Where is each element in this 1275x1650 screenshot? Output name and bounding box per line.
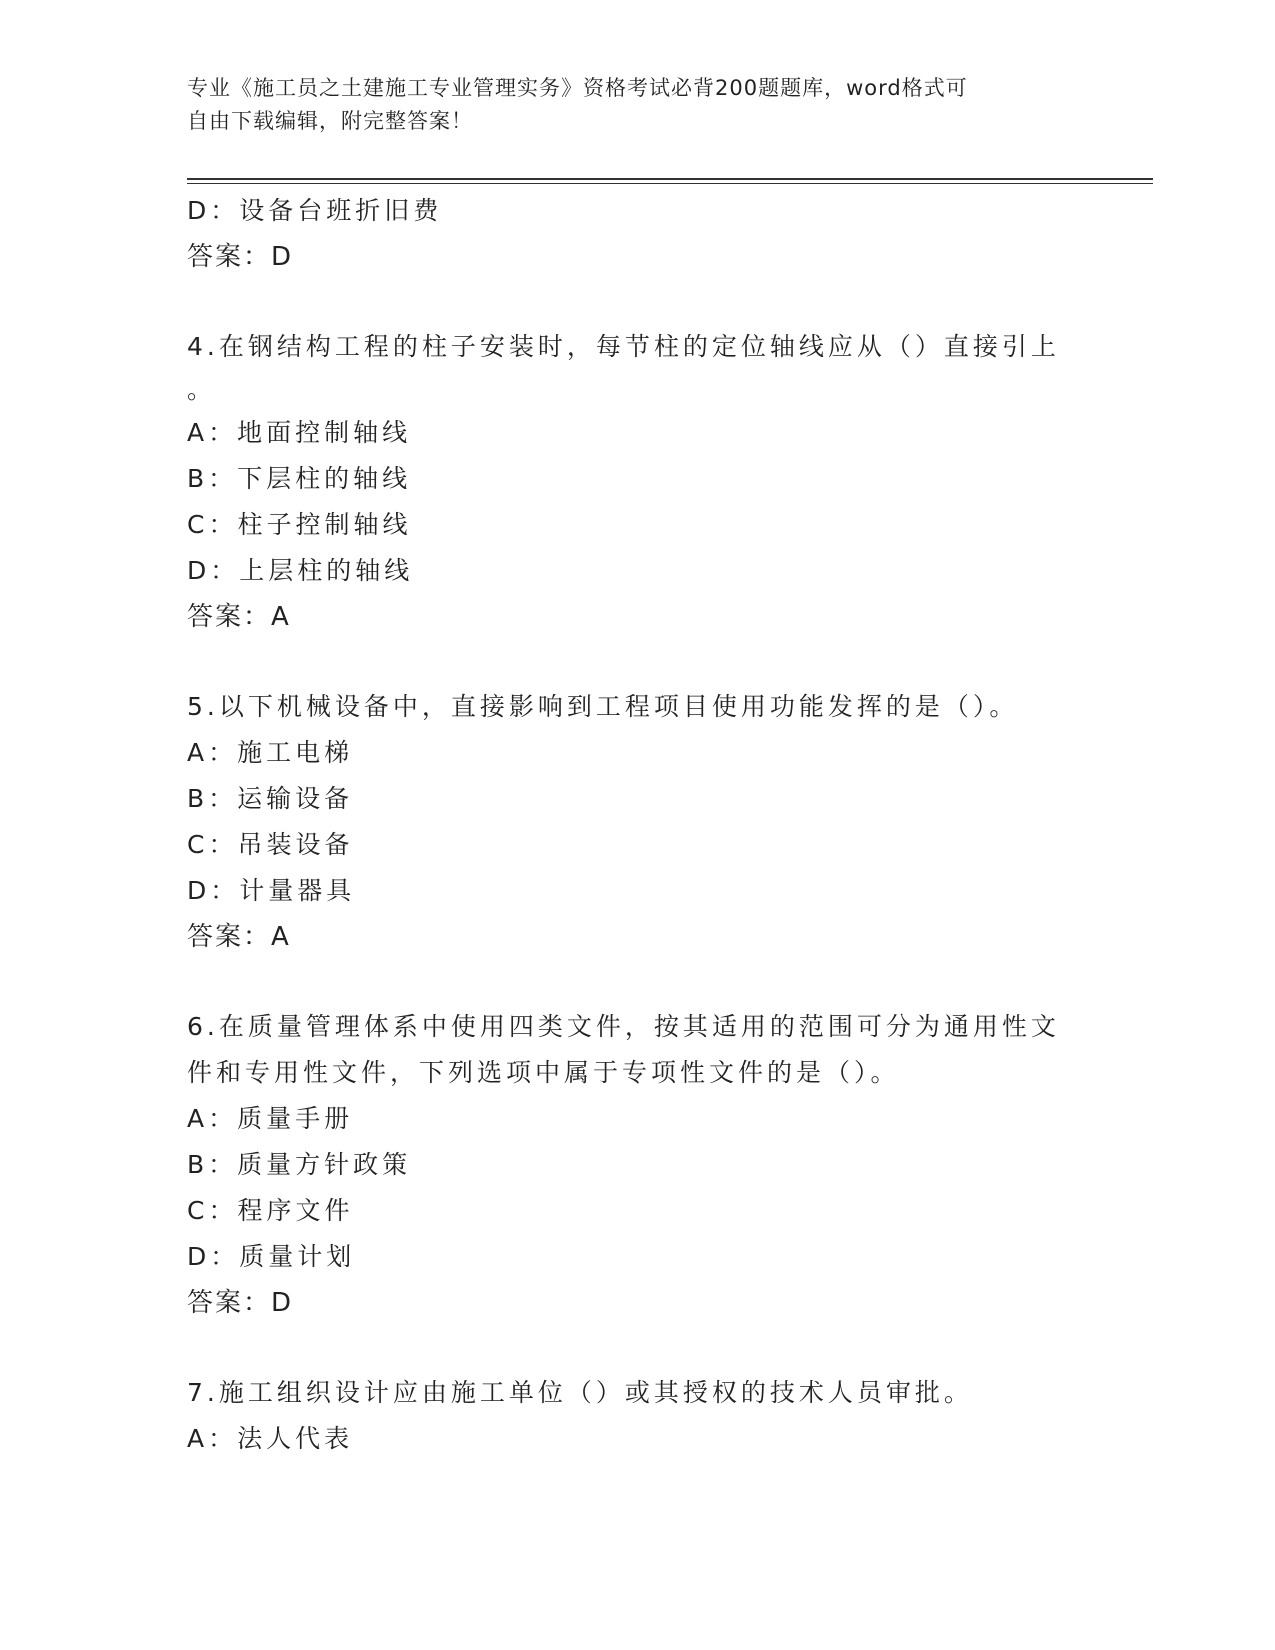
option-b: B：下层柱的轴线 — [187, 464, 412, 493]
question-stem: 4.在钢结构工程的柱子安装时，每节柱的定位轴线应从（）直接引上 — [187, 332, 1060, 361]
question-7 — [187, 1370, 1107, 1462]
answer: 答案：D — [187, 242, 294, 272]
question-6 — [187, 1004, 1107, 1326]
header-divider-thin — [187, 183, 1153, 184]
question-list — [187, 188, 1107, 1462]
spacer — [187, 640, 1107, 684]
option-c: C：柱子控制轴线 — [187, 510, 412, 539]
option-a: A：施工电梯 — [187, 738, 354, 767]
question-stem-continued: 件和专用性文件，下列选项中属于专项性文件的是（）。 — [187, 1058, 900, 1087]
question-stem: 6.在质量管理体系中使用四类文件，按其适用的范围可分为通用性文 — [187, 1012, 1060, 1041]
option-d: D：上层柱的轴线 — [187, 556, 414, 585]
spacer — [187, 960, 1107, 1004]
spacer — [187, 1326, 1107, 1370]
page-header — [187, 72, 1087, 138]
answer: 答案：A — [187, 922, 291, 952]
option-c: C：程序文件 — [187, 1196, 354, 1225]
question-stem: 7.施工组织设计应由施工单位（）或其授权的技术人员审批。 — [187, 1378, 973, 1407]
answer: 答案：D — [187, 1288, 294, 1318]
option-a: A：质量手册 — [187, 1104, 354, 1133]
option-c: C：吊装设备 — [187, 830, 354, 859]
option-a: A：地面控制轴线 — [187, 418, 412, 447]
question-4 — [187, 324, 1107, 640]
option-a: A：法人代表 — [187, 1424, 354, 1453]
option-d: D：质量计划 — [187, 1242, 356, 1271]
option-b: B：运输设备 — [187, 784, 354, 813]
question-5 — [187, 684, 1107, 960]
question-stem: 5.以下机械设备中，直接影响到工程项目使用功能发挥的是（）。 — [187, 692, 1019, 721]
question-3 — [187, 188, 1107, 280]
option-b: B：质量方针政策 — [187, 1150, 412, 1179]
option-d: D：计量器具 — [187, 876, 356, 905]
header-divider — [187, 178, 1153, 180]
spacer — [187, 280, 1107, 324]
question-stem-continued: 。 — [187, 375, 217, 404]
header-title-line1: 专业《施工员之土建施工专业管理实务》资格考试必背200题题库，word格式可 — [187, 76, 968, 100]
header-title-line2: 自由下载编辑，附完整答案！ — [187, 109, 473, 133]
answer: 答案：A — [187, 602, 291, 632]
option-d: D：设备台班折旧费 — [187, 196, 443, 225]
